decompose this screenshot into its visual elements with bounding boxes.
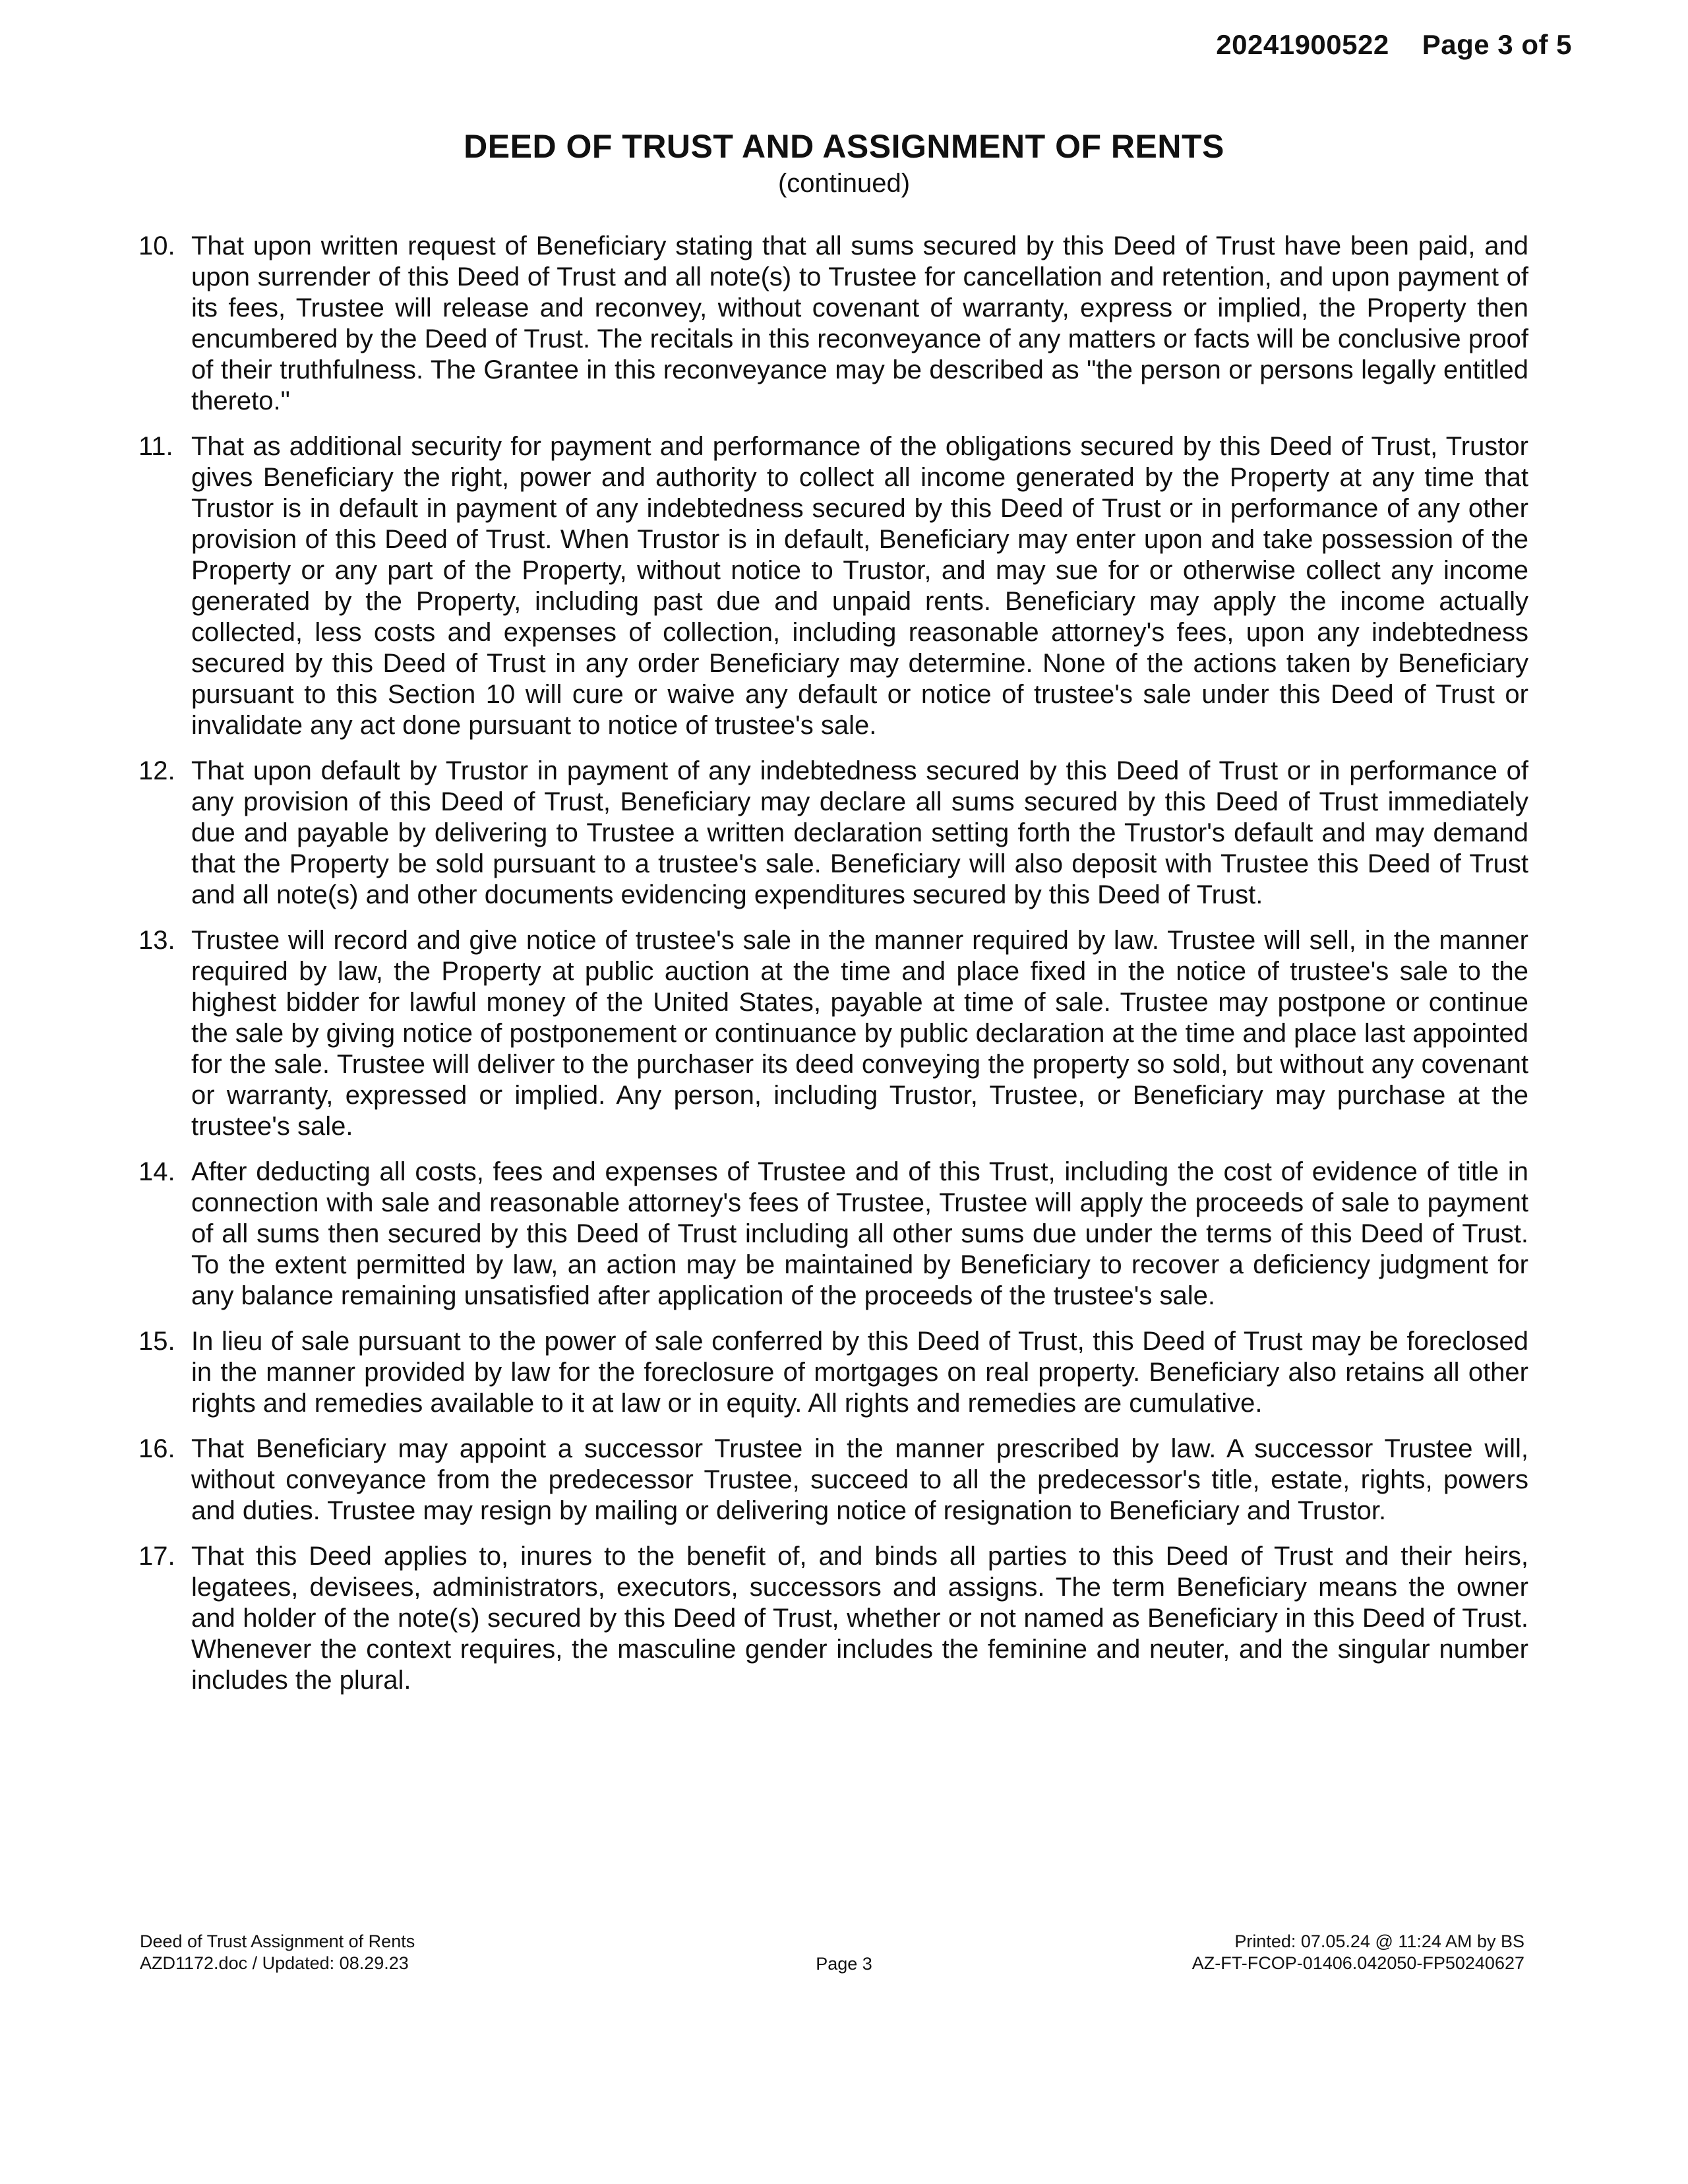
clause-text: That Beneficiary may appoint a successor Trustee in the manner prescribed by law. A successor Trustee will, without conveyance from the predecessor Trustee, succeed to all the predecessor's title, estate, rights, powers and duties. Trustee may resign by mailing or delivering notice of resignation to Beneficiary and Trustor. [191, 1434, 1528, 1525]
clause-list [138, 231, 1528, 1711]
clause-text: In lieu of sale pursuant to the power of sale conferred by this Deed of Trust, this Deed of Trust may be foreclosed in the manner provided by law for the foreclosure of mortgages on real property. Beneficiary also retains all other rights and remedies available to it at law or in equity. All rights and remedies are cumulative. [191, 1327, 1528, 1418]
clause-14 [138, 1157, 1528, 1312]
clause-number: 17. [138, 1542, 175, 1571]
document-title: DEED OF TRUST AND ASSIGNMENT OF RENTS [464, 128, 1224, 165]
clause-number: 10. [138, 231, 175, 260]
page-indicator: Page 3 of 5 [1422, 29, 1572, 60]
clause-text: That upon written request of Beneficiary stating that all sums secured by this Deed of Trust have been paid, and upon surrender of this Deed of Trust and all note(s) to Trustee for cancellation and retention, and upon payment of its fees, Trustee will release and reconvey, without covenant of warranty, express or implied, the Property then encumbered by the Deed of Trust. The recitals in this reconveyance of any matters or facts will be conclusive proof of their truthfulness. The Grantee in this reconveyance may be described as "the person or persons legally entitled thereto." [191, 231, 1528, 415]
footer-right [1192, 1931, 1524, 1974]
recording-number: 20241900522 [1216, 29, 1389, 60]
footer-page-label: Page 3 [816, 1954, 872, 1974]
clause-text: That as additional security for payment and performance of the obligations secured by this Deed of Trust, Trustor gives Beneficiary the right, power and authority to collect all income generated by the Property at any time that Trustor is in default in payment of any indebtedness secured by this Deed of Trust or in performance of any other provision of this Deed of Trust. When Trustor is in default, Beneficiary may enter upon and take possession of the Property or any part of the Property, without notice to Trustor, and may sue for or otherwise collect any income generated by the Property, including past due and unpaid rents. Beneficiary may apply the income actually collected, less costs and expenses of collection, including reasonable attorney's fees, upon any indebtedness secured by this Deed of Trust in any order Beneficiary may determine. None of the actions taken by Beneficiary pursuant to this Section 10 will cure or waive any default or notice of trustee's sale under this Deed of Trust or invalidate any act done pursuant to notice of trustee's sale. [191, 432, 1528, 740]
clause-15 [138, 1326, 1528, 1419]
document-subtitle: (continued) [777, 169, 911, 198]
clause-number: 16. [138, 1434, 175, 1463]
clause-10 [138, 231, 1528, 417]
clause-text: That upon default by Trustor in payment of any indebtedness secured by this Deed of Trust or in performance of any provision of this Deed of Trust, Beneficiary may declare all sums secured by this Deed of Trust immediately due and payable by delivering to Trustee a written declaration setting forth the Trustor's default and may demand that the Property be sold pursuant to a trustee's sale. Beneficiary will also deposit with Trustee this Deed of Trust and all note(s) and other documents evidencing expenditures secured by this Deed of Trust. [191, 756, 1528, 909]
clause-11 [138, 431, 1528, 741]
clause-number: 13. [138, 926, 175, 955]
recording-header [1216, 29, 1572, 61]
clause-13 [138, 925, 1528, 1142]
footer-file-ref: AZ-FT-FCOP-01406.042050-FP50240627 [1191, 1953, 1524, 1973]
footer-form-name: Deed of Trust Assignment of Rents [140, 1931, 415, 1951]
clause-number: 14. [138, 1157, 175, 1186]
clause-number: 12. [138, 756, 175, 785]
clause-12 [138, 756, 1528, 911]
footer-form-id: AZD1172.doc / Updated: 08.29.23 [140, 1953, 409, 1973]
clause-number: 15. [138, 1327, 175, 1356]
clause-17 [138, 1541, 1528, 1696]
clause-text: That this Deed applies to, inures to the benefit of, and binds all parties to this Deed of Trust and their heirs, legatees, devisees, administrators, executors, successors and assigns. The term Beneficiary means the owner and holder of the note(s) secured by this Deed of Trust, whether or not named as Beneficiary in this Deed of Trust. Whenever the context requires, the masculine gender includes the feminine and neuter, and the singular number includes the plural. [191, 1542, 1528, 1695]
footer-printed: Printed: 07.05.24 @ 11:24 AM by BS [1234, 1931, 1524, 1951]
clause-16 [138, 1434, 1528, 1527]
clause-text: After deducting all costs, fees and expenses of Trustee and of this Trust, including the cost of evidence of title in connection with sale and reasonable attorney's fees of Trustee, Trustee will apply the proceeds of sale to payment of all sums then secured by this Deed of Trust including all other sums due under the terms of this Deed of Trust. To the extent permitted by law, an action may be maintained by Beneficiary to recover a deficiency judgment for any balance remaining unsatisfied after application of the proceeds of the trustee's sale. [191, 1157, 1528, 1310]
clause-text: Trustee will record and give notice of trustee's sale in the manner required by law. Trustee will sell, in the manner required by law, the Property at public auction at the time and place fixed in the notice of trustee's sale to the highest bidder for lawful money of the United States, payable at time of sale. Trustee may postpone or continue the sale by giving notice of postponement or continuance by public declaration at the time and place last appointed for the sale. Trustee will deliver to the purchaser its deed conveying the property so sold, but without any covenant or warranty, expressed or implied. Any person, including Trustor, Trustee, or Beneficiary may purchase at the trustee's sale. [191, 926, 1528, 1141]
clause-number: 11. [138, 432, 173, 461]
